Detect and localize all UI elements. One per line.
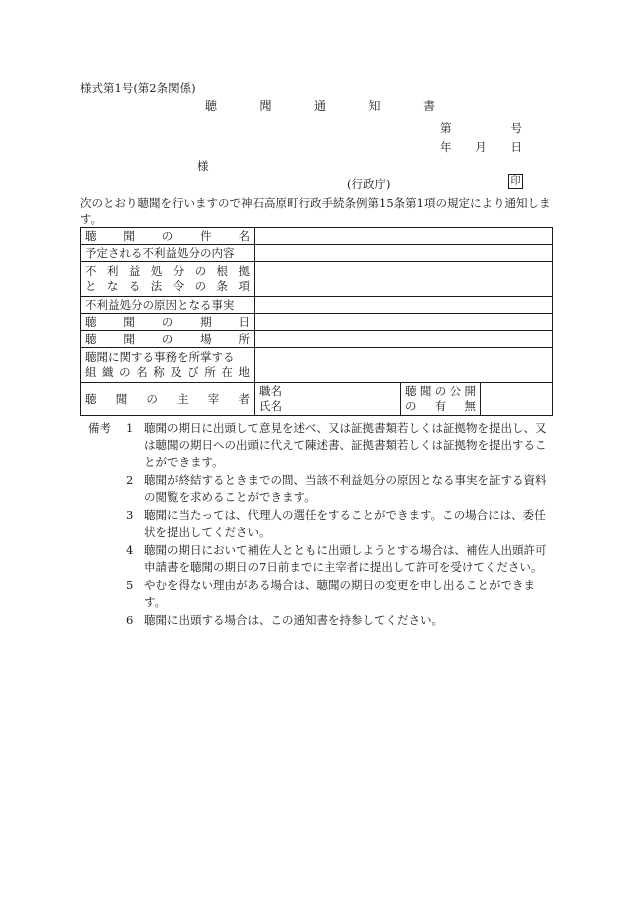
note-number: 4 bbox=[126, 543, 134, 557]
title-char: 聴 bbox=[205, 99, 218, 113]
date-day: 日 bbox=[510, 140, 522, 154]
planned-disposition-cell[interactable] bbox=[255, 245, 553, 262]
public-hearing-label: 聴 聞 の 公 開 の 有 無 bbox=[401, 383, 481, 416]
date-month: 月 bbox=[475, 140, 487, 154]
table-row bbox=[81, 331, 553, 348]
number-prefix: 第 bbox=[440, 121, 452, 135]
row-label-presider: 聴 聞 の 主 宰 者 bbox=[81, 383, 255, 416]
title-char: 書 bbox=[422, 99, 435, 113]
row-label-organization: 聴聞に関する事務を所掌する 組 織 の 名 称 及 び 所 在 地 bbox=[81, 348, 255, 383]
table-row bbox=[81, 383, 553, 416]
hearing-place-cell[interactable] bbox=[255, 331, 553, 348]
row-label-hearing-place: 聴 聞 の 場 所 bbox=[81, 331, 255, 348]
note-text: 聴聞に当たっては、代理人の選任をすることができます。この場合には、委任状を提出してください。 bbox=[144, 508, 546, 539]
table-row bbox=[81, 297, 553, 314]
document-number bbox=[440, 120, 522, 136]
note-item bbox=[80, 472, 552, 506]
note-item bbox=[80, 577, 552, 611]
note-text: 聴聞の期日において補佐人とともに出頭しようとする場合は、補佐人出頭許可申請書を聴聞の期日の7日前までに主宰者に提出して許可を受けてください。 bbox=[144, 543, 547, 574]
note-number: 2 bbox=[126, 473, 134, 487]
note-number: 3 bbox=[126, 508, 134, 522]
row-label-planned-disposition: 予定される不利益処分の内容 bbox=[81, 245, 255, 262]
title-char: 知 bbox=[368, 99, 381, 113]
document-title bbox=[205, 97, 435, 114]
date-year: 年 bbox=[440, 140, 452, 154]
row-label-case: 聴 聞 の 件 名 bbox=[81, 228, 255, 245]
intro-text: 次のとおり聴聞を行いますので神石高原町行政手続条例第15条第1項の規定により通知します。 bbox=[80, 196, 551, 226]
note-text: 聴聞に出頭する場合は、この通知書を持参してください。 bbox=[144, 613, 443, 627]
note-number: 5 bbox=[126, 578, 134, 592]
notes-section bbox=[80, 420, 552, 629]
note-item bbox=[80, 612, 552, 629]
note-item bbox=[80, 542, 552, 576]
hearing-info-table bbox=[80, 227, 553, 416]
table-row bbox=[81, 314, 553, 331]
organization-cell[interactable] bbox=[255, 348, 553, 383]
number-suffix: 号 bbox=[510, 121, 522, 135]
title-char: 通 bbox=[313, 99, 326, 113]
note-number: 1 bbox=[126, 421, 134, 435]
addressee-suffix: 様 bbox=[197, 159, 209, 173]
note-item bbox=[80, 420, 552, 471]
row-label-legal-basis: 不 利 益 処 分 の 根 拠 と な る 法 令 の 条 項 bbox=[81, 262, 255, 297]
issuing-agency: (行政庁) bbox=[347, 177, 391, 191]
document-date bbox=[440, 139, 522, 155]
form-number-label: 様式第1号(第2条関係) bbox=[80, 81, 196, 95]
table-row bbox=[81, 228, 553, 245]
table-row bbox=[81, 348, 553, 383]
table-row bbox=[81, 245, 553, 262]
presider-name-label: 氏名 bbox=[259, 399, 282, 413]
note-item bbox=[80, 507, 552, 541]
legal-basis-cell[interactable] bbox=[255, 262, 553, 297]
note-text: やむを得ない理由がある場合は、聴聞の期日の変更を申し出ることができます。 bbox=[144, 578, 535, 609]
note-number: 6 bbox=[126, 613, 134, 627]
notes-heading: 備考 bbox=[88, 421, 111, 435]
case-value-cell[interactable] bbox=[255, 228, 553, 245]
seal-mark: 印 bbox=[508, 174, 523, 189]
cause-facts-cell[interactable] bbox=[255, 297, 553, 314]
hearing-date-cell[interactable] bbox=[255, 314, 553, 331]
note-text: 聴聞の期日に出頭して意見を述べ、又は証拠書類若しくは証拠物を提出し、又は聴聞の期日への出頭に代えて陳述書、証拠書類若しくは証拠物を提出することができます。 bbox=[144, 421, 547, 469]
public-hearing-cell[interactable] bbox=[481, 383, 553, 416]
row-label-hearing-date: 聴 聞 の 期 日 bbox=[81, 314, 255, 331]
table-row bbox=[81, 262, 553, 297]
note-text: 聴聞が終結するときまでの間、当該不利益処分の原因となる事実を証する資料の閲覧を求めることができます。 bbox=[144, 473, 547, 504]
row-label-cause-facts: 不利益処分の原因となる事実 bbox=[81, 297, 255, 314]
presider-cell[interactable] bbox=[255, 383, 401, 416]
presider-title-label: 職名 bbox=[259, 384, 282, 398]
title-char: 聞 bbox=[259, 99, 272, 113]
